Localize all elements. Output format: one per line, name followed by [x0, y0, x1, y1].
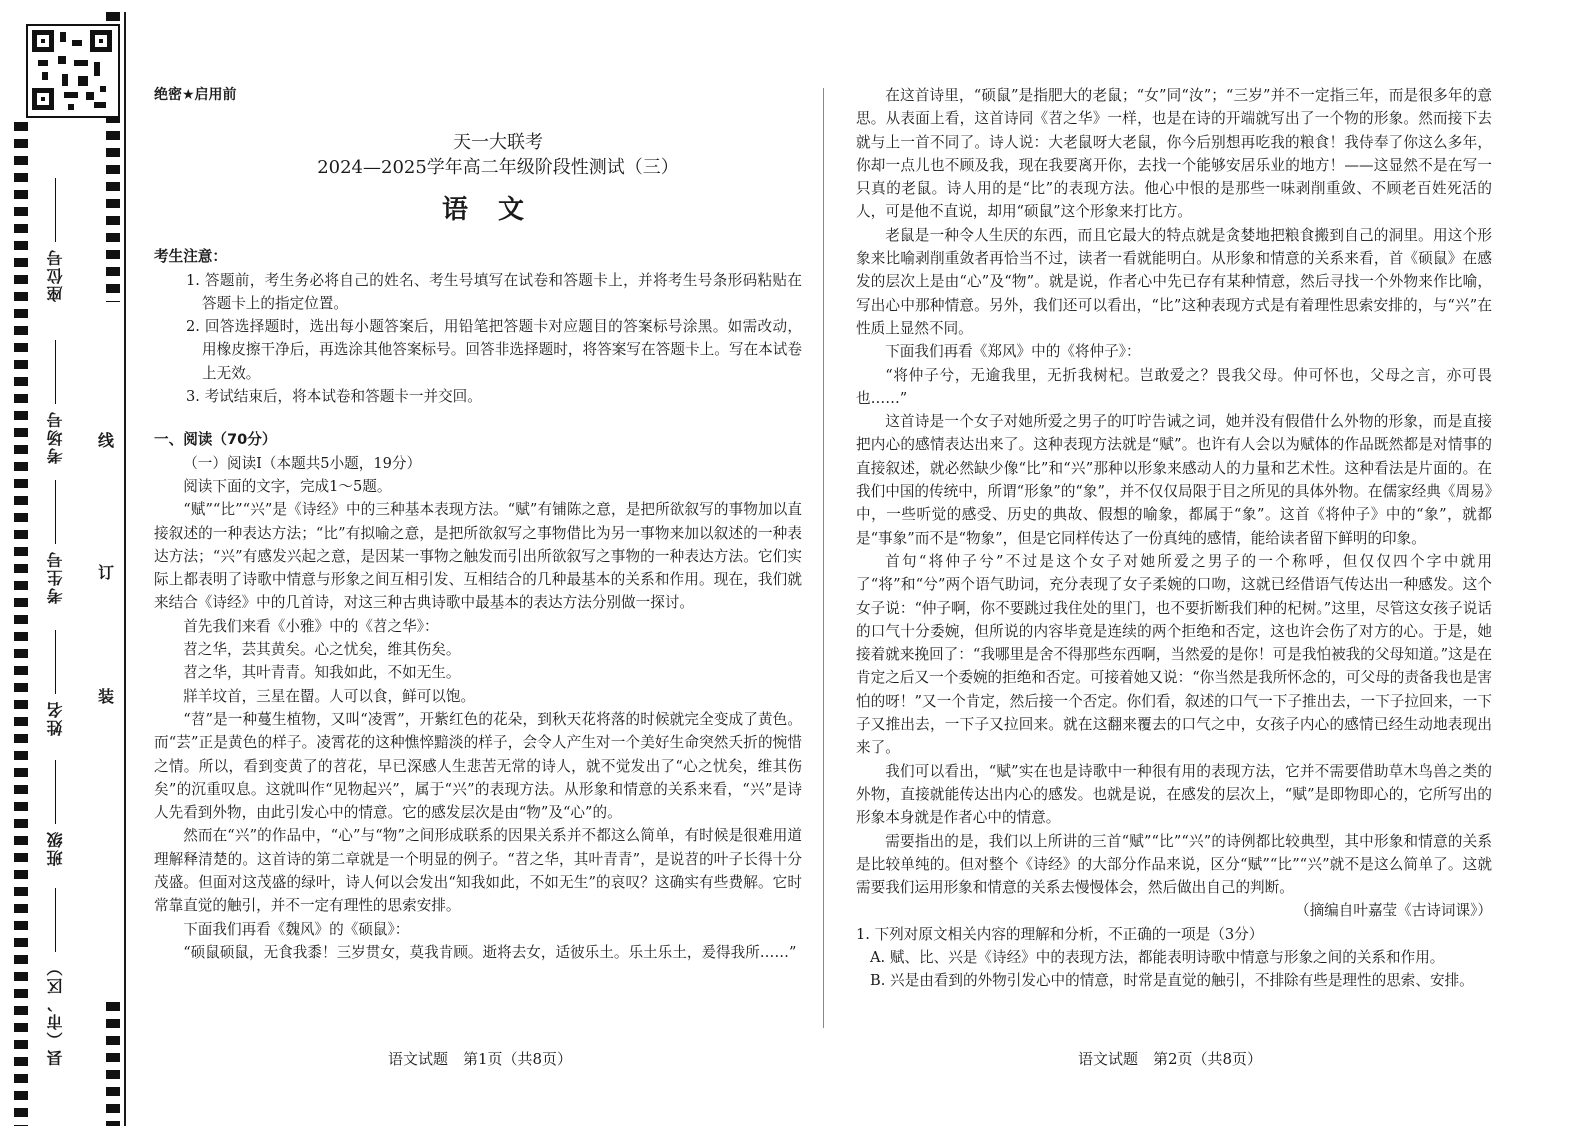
question-1-option-a: A. 赋、比、兴是《诗经》中的表现方法，都能表明诗歌中情意与形象之间的关系和作用。	[870, 948, 1445, 966]
binding-mark-bind: 装	[98, 687, 115, 706]
field-class: 班级	[44, 760, 67, 866]
paragraph: 老鼠是一种令人生厌的东西，而且它最大的特点就是贪婪地把粮食搬到自己的洞里。用这个形象来比喻剥削重敛者再恰当不过，读者一看就能明白。从形象和情意的关系来看，首《硕鼠》在感发的层次上是由“心”及“物”。就是说，作者心中先已存有某种情意，然后寻找一个外物来作比喻，写出心中那种情意。另外，我们还可以看出，“比”这种表现方式是有着理性思索安排的，与“兴”在性质上显然不同。	[856, 226, 1492, 337]
page-footer-1: 语文试题 第1页（共8页）	[387, 1050, 573, 1068]
paragraph: “将仲子兮，无逾我里，无折我树杞。岂敢爱之？畏我父母。仲可怀也，父母之言，亦可畏也……”	[856, 366, 1492, 407]
paragraph: 首先我们来看《小雅》中的《苕之华》：	[183, 617, 439, 635]
binding-mark-staple: 订	[98, 563, 115, 582]
binding-mark-line: 线	[98, 431, 115, 450]
paragraph: “赋”“比”“兴”是《诗经》中的三种基本表现方法。“赋”有铺陈之意，是把所欲叙写的事物加以直接叙述的一种表达方法；“比”有拟喻之意，是把所欲叙写之事物借比为另一事物来加以叙述的一种表达方法；“兴”有感发兴起之意，是因某一事物之触发而引出所欲叙写之事物的一种表达方法。它们实际上都表明了诗歌中情意与形象之间互相引发、互相结合的几种最基本的关系和作用。现在，我们就来结合《诗经》中的几首诗，对这三种古典诗歌中最基本的表达方法分别做一探讨。	[154, 501, 802, 612]
field-seat-number: 座位号	[44, 178, 67, 302]
subsection-heading: （一）阅读Ⅰ（本题共5小题，19分）	[183, 454, 422, 472]
page-1-column	[154, 84, 802, 964]
page-footer-2: 语文试题 第2页（共8页）	[1077, 1050, 1263, 1068]
paragraph: 下面我们再看《郑风》中的《将仲子》：	[885, 343, 1141, 361]
exam-name: 天一大联考	[453, 132, 543, 154]
binding-line	[124, 12, 126, 1126]
poem-line: 牂羊坟首，三星在罶。人可以食，鲜可以饱。	[183, 687, 476, 705]
poem-tiao-zhi-hua	[183, 638, 802, 708]
secret-label: 绝密★启用前	[154, 87, 237, 103]
source-citation: （摘编自叶嘉莹《古诗词课》）	[1294, 902, 1492, 920]
notice-item: 1. 答题前，考生务必将自己的姓名、考生号填写在试卷和答题卡上，并将考生号条形码粘贴在答题卡上的指定位置。	[186, 271, 802, 312]
qr-code	[26, 24, 120, 118]
field-candidate-number: 考生号	[44, 480, 67, 604]
notice-item: 3. 考试结束后，将本试卷和答题卡一并交回。	[186, 388, 482, 406]
binding-stripes-left	[14, 122, 28, 1126]
paragraph: “苕”是一种蔓生植物，又叫“凌霄”，开紫红色的花朵，到秋天花将落的时候就完全变成了黄色。而“芸”正是黄色的样子。凌霄花的这种憔悴黯淡的样子，会令人产生对一个美好生命突然夭折的惋惜之情。所以，看到变黄了的苕花，早已深感人生悲苦无常的诗人，就不觉发出了“心之忧矣，维其伤矣”的沉重叹息。这就叫作“见物起兴”，属于“兴”的表现方法。从形象和情意的关系来看，“兴”是诗人先看到外物，由此引发心中的情意。它的感发层次是由“物”及“心”的。	[154, 710, 802, 822]
subject-title: 语文	[441, 195, 554, 226]
question-1: 1. 下列对原文相关内容的理解和分析，不正确的一项是（3分）	[856, 925, 1264, 943]
section-heading: 一、阅读（70分）	[154, 431, 277, 449]
page-2-column	[856, 84, 1492, 993]
field-county: 县（市、区）	[44, 888, 67, 1066]
field-room-number: 考场号	[44, 340, 67, 464]
paragraph: 下面我们再看《魏风》的《硕鼠》：	[183, 920, 410, 938]
notice-item: 2. 回答选择题时，选出每小题答案后，用铅笔把答题卡对应题目的答案标号涂黑。如需改动，用橡皮擦干净后，再选涂其他答案标号。回答非选择题时，将答案写在答题卡上。写在本试卷上无效。	[186, 318, 802, 382]
field-name: 姓名	[44, 630, 67, 736]
paragraph: “硕鼠硕鼠，无食我黍！三岁贯女，莫我肯顾。逝将去女，适彼乐土。乐土乐土，爰得我所……”	[183, 943, 797, 961]
poem-line: 苕之华，其叶青青。知我如此，不如无生。	[183, 664, 461, 682]
paragraph: 我们可以看出，“赋”实在也是诗歌中一种很有用的表现方法，它并不需要借助草木鸟兽之类的外物，直接就能传达出内心的感发。也就是说，在感发的层次上，“赋”是即物即心的，它所写出的形象本身就是作者心中的情意。	[856, 762, 1492, 827]
section-intro: 阅读下面的文字，完成1～5题。	[183, 477, 392, 495]
exam-title: 2024—2025学年高二年级阶段性测试（三）	[317, 157, 679, 179]
question-1-option-b: B. 兴是由看到的外物引发心中的情意，时常是直觉的触引，不排除有些是理性的思索、安排。	[870, 972, 1474, 990]
paragraph: 然而在“兴”的作品中，“心”与“物”之间形成联系的因果关系并不都这么简单，有时候是很难用道理解释清楚的。这首诗的第二章就是一个明显的例子。“苕之华，其叶青青”，是说苕的叶子长得十分茂盛。但面对这茂盛的绿叶，诗人何以会发出“知我如此，不如无生”的哀叹？这确实有些费解。它时常靠直觉的触引，并不一定有理性的思索安排。	[154, 827, 802, 915]
paragraph: 首句“将仲子兮”不过是这个女子对她所爱之男子的一个称呼，但仅仅四个字中就用了“将”和“兮”两个语气助词，充分表现了女子柔婉的口吻，这就已经借语气传达出一种感发。这个女子说：“仲子啊，你不要跳过我住处的里门，也不要折断我们种的杞树。”这里，尽管这女孩子说话的口气十分委婉，但所说的内容毕竟是连续的两个拒绝和否定，这也许会伤了对方的心。于是，她接着就来挽回了：“我哪里是舍不得那些东西啊，当然爱的是你！可是我怕被我的父母知道。”这是在肯定之后又一个委婉的拒绝和否定。可接着她又说：“你当然是我所怀念的，可父母的责备我也是害怕的呀！”又一个肯定，然后接一个否定。你们看，叙述的口气一下子推出去，一下子拉回来，一下子又推出去，一下子又拉回来。就在这翻来覆去的口气之中，女孩子内心的感情已经生动地表现出来了。	[856, 552, 1492, 757]
paragraph: 需要指出的是，我们以上所讲的三首“赋”“比”“兴”的诗例都比较典型，其中形象和情意的关系是比较单纯的。但对整个《诗经》的大部分作品来说，区分“赋”“比”“兴”就不是这么简单了。这就需要我们运用形象和情意的关系去慢慢体会，然后做出自己的判断。	[856, 832, 1492, 897]
poem-line: 苕之华，芸其黄矣。心之忧矣，维其伤矣。	[183, 641, 461, 659]
notice-heading: 考生注意：	[154, 248, 227, 266]
paragraph: 在这首诗里，“硕鼠”是指肥大的老鼠；“女”同“汝”；“三岁”并不一定指三年，而是很多年的意思。从表面上看，这首诗同《苕之华》一样，也是在诗的开端就写出了一个物的形象。然而接下去就与上一首不同了。诗人说：大老鼠呀大老鼠，你今后别想再吃我的粮食！我侍奉了你这么多年，你却一点儿也不顾及我，现在我要离开你，去找一个能够安居乐业的地方！——这显然不是在写一只真的老鼠。诗人用的是“比”的表现方法。他心中恨的是那些一味剥削重敛、不顾老百姓死活的人，可是他不直说，却用“硕鼠”这个形象来打比方。	[856, 87, 1492, 221]
paragraph: 这首诗是一个女子对她所爱之男子的叮咛告诫之词，她并没有假借什么外物的形象，而是直接把内心的感情表达出来了。这种表现方法就是“赋”。也许有人会以为赋体的作品既然都是对情事的直接叙述，就必然缺少像“比”和“兴”那种以形象来感动人的力量和艺术性。这种看法是片面的。在我们中国的传统中，所谓“形象”的“象”，并不仅仅局限于目之所见的具体外物。在儒家经典《周易》中，一些听觉的感受、历史的典故、假想的喻象，都属于“象”。这首《将仲子》中的“象”，就都是“事象”而不是“物象”，但是它同样传达了一份真纯的感情，能给读者留下鲜明的印象。	[856, 413, 1492, 547]
column-divider	[823, 88, 824, 1028]
binding-stripes-bottom	[106, 1002, 120, 1126]
